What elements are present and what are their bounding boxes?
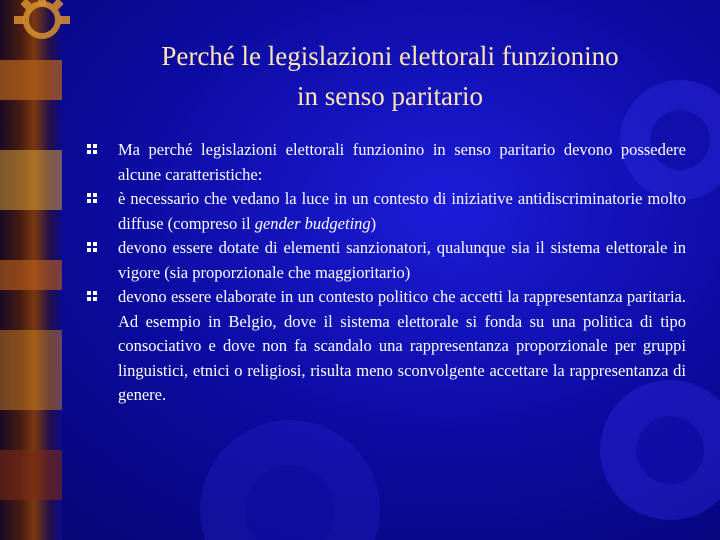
strip-band bbox=[0, 150, 62, 210]
list-item bbox=[86, 285, 686, 408]
list-item bbox=[86, 138, 686, 187]
bullet-icon bbox=[86, 143, 98, 155]
title-line: in senso paritario bbox=[297, 81, 483, 111]
bullet-text-part: è necessario che vedano la luce in un contesto di iniziative antidiscriminatorie molto diffuse (compreso il bbox=[118, 189, 686, 233]
bullet-text: devono essere elaborate in un contesto politico che accetti la rappresentanza paritaria. Ad esempio in Belgio, dove il sistema elettorale si fonda su una politica di tipo consociativo e dove non fa scandalo una rappresentanza proporzionale per gruppi linguistici, etnici o religiosi, risulta meno sconvolgente accettare la rappresentanza di genere. bbox=[118, 287, 686, 404]
list-item bbox=[86, 187, 686, 236]
bullet-text bbox=[118, 187, 686, 236]
bullet-text: Ma perché legislazioni elettorali funzionino in senso paritario devono possedere alcune caratteristiche: bbox=[118, 140, 686, 184]
slide-title bbox=[70, 36, 710, 116]
bullet-list bbox=[86, 138, 686, 408]
strip-band bbox=[0, 260, 62, 290]
bullet-text-part: ) bbox=[370, 213, 377, 233]
bullet-icon bbox=[86, 241, 98, 253]
bullet-icon bbox=[86, 290, 98, 302]
left-decorative-strip bbox=[0, 0, 62, 540]
bullet-text: devono essere dotate di elementi sanzionatori, qualunque sia il sistema elettorale in vigore (sia proporzionale che maggioritario) bbox=[118, 238, 686, 282]
strip-band bbox=[0, 330, 62, 410]
strip-band bbox=[0, 450, 62, 500]
title-line: Perché le legislazioni elettorali funzionino bbox=[161, 41, 619, 71]
bullet-icon bbox=[86, 192, 98, 204]
list-item bbox=[86, 236, 686, 285]
bullet-text-emphasis: gender budgeting bbox=[254, 213, 371, 233]
